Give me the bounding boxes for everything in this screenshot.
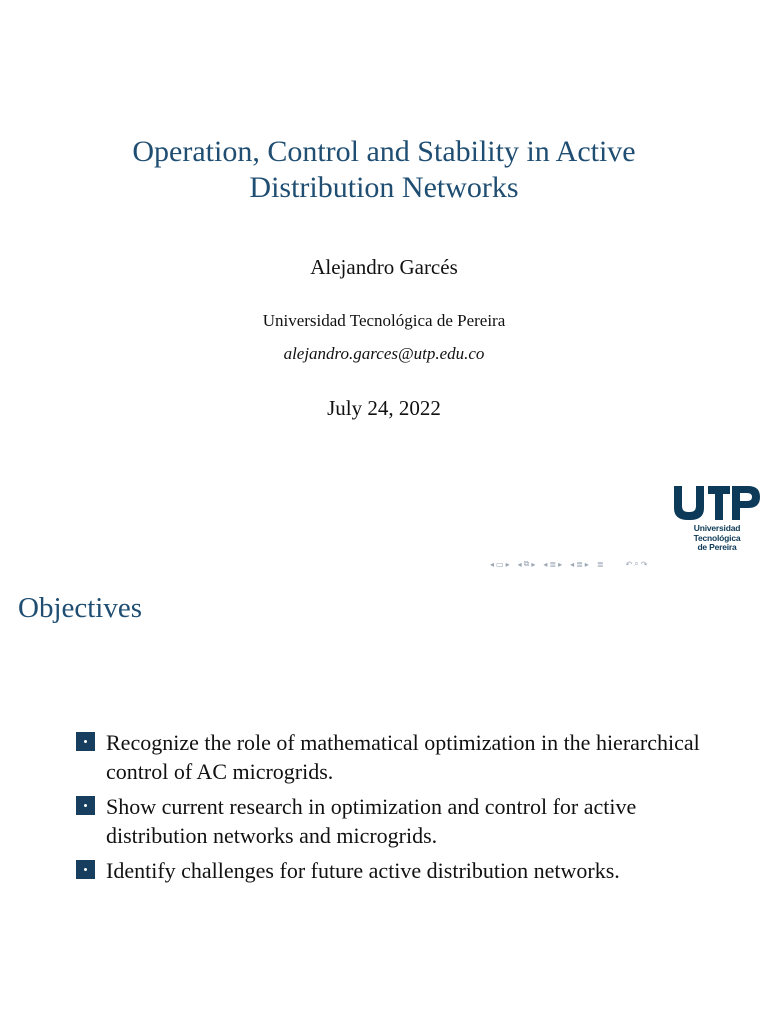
institute-name: Universidad Tecnológica de Pereira	[262, 311, 506, 330]
presentation-title	[0, 134, 768, 206]
list-item-text: Show current research in optimization and control for active distribution networks and microgrids.	[106, 794, 637, 848]
utp-logo-mark	[672, 484, 762, 524]
utp-logo	[672, 484, 762, 552]
subsubsection-icon[interactable]: ≣	[576, 559, 583, 569]
forward-icon[interactable]: ↷	[640, 559, 648, 569]
square-bullet-icon	[76, 732, 95, 751]
section-next-icon[interactable]: ▸	[558, 559, 563, 569]
square-bullet-icon	[76, 860, 95, 879]
back-icon[interactable]: ↶	[625, 559, 633, 569]
list-item	[76, 856, 736, 885]
subsubsection-prev-icon[interactable]: ◂	[570, 559, 575, 569]
frame-icon[interactable]: ▭	[496, 559, 504, 569]
author-email: alejandro.garces@utp.edu.co	[283, 344, 485, 363]
section-prev-icon[interactable]: ◂	[543, 559, 548, 569]
title-line-1: Operation, Control and Stability in Active	[132, 135, 636, 168]
title-line-2: Distribution Networks	[249, 171, 519, 204]
square-bullet-icon	[76, 796, 95, 815]
list-item	[76, 728, 736, 786]
search-icon[interactable]: ⌕	[634, 559, 639, 568]
subsection-prev-icon[interactable]: ◂	[517, 559, 522, 569]
objectives-slide	[0, 576, 768, 1024]
subsubsection-next-icon[interactable]: ▸	[584, 559, 589, 569]
frame-next-icon[interactable]: ▸	[505, 559, 510, 569]
subsection-next-icon[interactable]: ▸	[531, 559, 536, 569]
list-item-text: Recognize the role of mathematical optimization in the hierarchical control of AC microgrids.	[106, 730, 700, 784]
subsection-icon[interactable]: ⧉	[523, 559, 530, 568]
list-item	[76, 792, 736, 850]
frame-title: Objectives	[18, 592, 143, 624]
logo-caption: Universidad Tecnológica de Pereira	[693, 523, 741, 552]
author-name: Alejandro Garcés	[310, 255, 458, 279]
toc-icon[interactable]: ≣	[596, 559, 604, 569]
beamer-navigation-bar	[490, 557, 655, 571]
presentation-date: July 24, 2022	[327, 396, 441, 420]
list-item-text: Identify challenges for future active distribution networks.	[106, 858, 620, 883]
frame-prev-icon[interactable]: ◂	[490, 559, 495, 569]
section-icon[interactable]: ≣	[549, 559, 557, 569]
objectives-list	[76, 728, 736, 891]
